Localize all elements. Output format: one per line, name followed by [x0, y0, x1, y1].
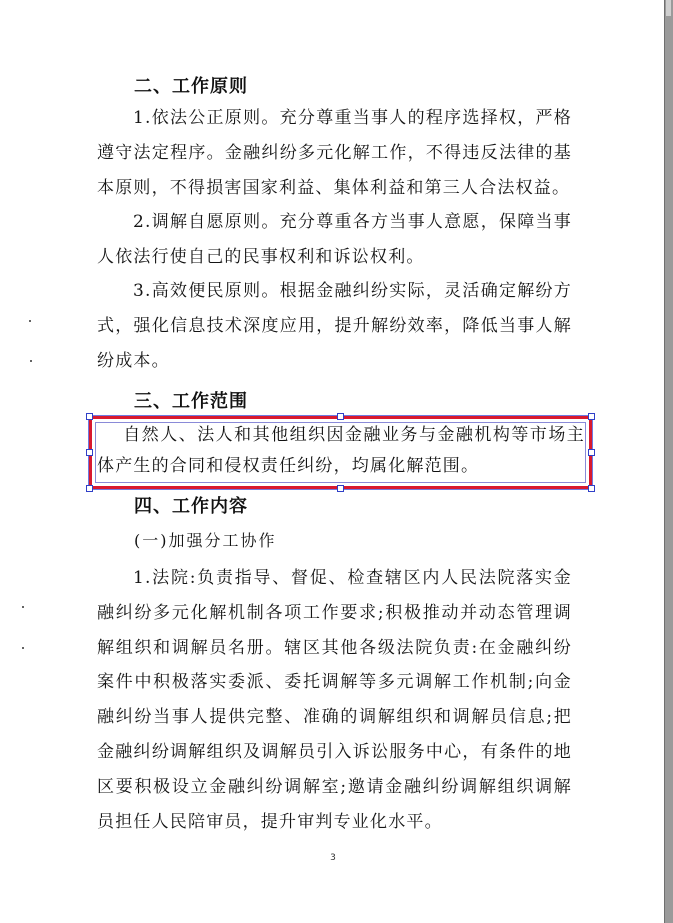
paragraph-principle-2: 2.调解自愿原则。充分尊重各方当事人意愿，保障当事人依法行使自己的民事权利和诉讼权利。 [97, 212, 572, 267]
page-number: 3 [330, 853, 336, 863]
margin-mark [29, 320, 31, 322]
margin-mark [22, 606, 24, 608]
resize-handle-top-right[interactable] [588, 413, 595, 420]
resize-handle-top-left[interactable] [86, 413, 93, 420]
margin-mark [30, 360, 32, 362]
paragraph-principle-1: 1.依法公正原则。充分尊重当事人的程序选择权，严格遵守法定程序。金融纠纷多元化解工作，不得违反法律的基本原则，不得损害国家利益、集体利益和第三人合法权益。 [97, 108, 572, 198]
resize-handle-middle-left[interactable] [86, 449, 93, 456]
section-heading-content: 四、工作内容 [134, 496, 248, 517]
section-heading-principles: 二、工作原则 [134, 76, 248, 97]
resize-handle-top-center[interactable] [337, 413, 344, 420]
paragraph-court-duties: 1.法院:负责指导、督促、检查辖区内人民法院落实金融纠纷多元化解机制各项工作要求;积极推动并动态管理调解组织和调解员名册。辖区其他各级法院负责:在金融纠纷案件中积极落实委派、委托调解等多元调解工作机制;向金融纠纷当事人提供完整、准确的调解组织和调解员信息;把金融纠纷调解组织及调解员引入诉讼服务中心，有条件的地区要积极设立金融纠纷调解室;邀请金融纠纷调解组织调解员担任人民陪审员，提升审判专业化水平。 [97, 568, 572, 832]
resize-handle-bottom-left[interactable] [86, 485, 93, 492]
margin-mark [22, 647, 24, 649]
vertical-scrollbar[interactable] [664, 0, 673, 923]
paragraph-principle-3: 3.高效便民原则。根据金融纠纷实际，灵活确定解纷方式，强化信息技术深度应用，提升解纷效率，降低当事人解纷成本。 [97, 281, 572, 371]
section-heading-scope: 三、工作范围 [134, 391, 248, 412]
resize-handle-bottom-center[interactable] [337, 485, 344, 492]
resize-handle-middle-right[interactable] [588, 449, 595, 456]
scope-paragraph[interactable]: 自然人、法人和其他组织因金融业务与金融机构等市场主体产生的合同和侵权责任纠纷，均属化解范围。 [97, 425, 585, 476]
scrollbar-thumb[interactable] [666, 0, 671, 16]
resize-handle-bottom-right[interactable] [588, 485, 595, 492]
subheading-division-of-labor: (一)加强分工协作 [134, 531, 277, 550]
